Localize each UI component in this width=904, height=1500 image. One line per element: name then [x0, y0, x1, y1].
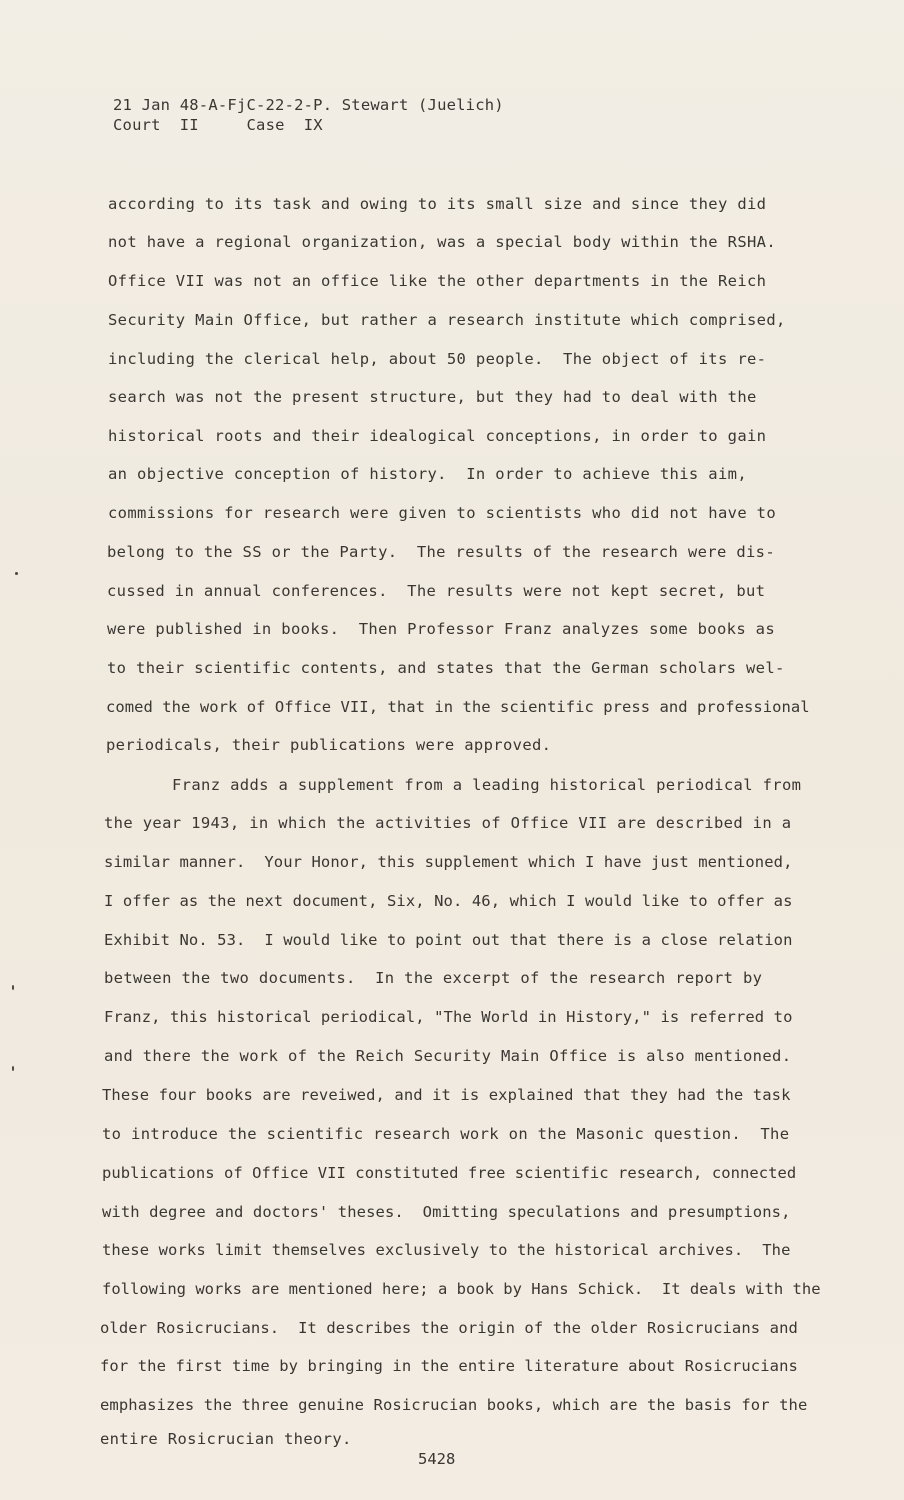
header-court-case-line	[113, 116, 323, 134]
text-line: These four books are reveiwed, and it is explained that they had the task	[102, 1086, 791, 1104]
text-line: according to its task and owing to its small size and since they did	[108, 195, 767, 213]
text-line: between the two documents. In the excerpt of the research report by	[104, 969, 763, 987]
court-value: II	[179, 116, 199, 134]
text-line: including the clerical help, about 50 people. The object of its re-	[108, 350, 767, 368]
text-line: belong to the SS or the Party. The results of the research were dis-	[107, 543, 776, 561]
text-line: Security Main Office, but rather a research institute which comprised,	[108, 311, 786, 329]
text-line: periodicals, their publications were approved.	[106, 736, 552, 754]
text-line: for the first time by bringing in the entire literature about Rosicrucians	[100, 1357, 798, 1375]
case-value: IX	[303, 116, 323, 134]
margin-mark	[12, 985, 14, 990]
text-line: and there the work of the Reich Security Main Office is also mentioned.	[104, 1047, 792, 1065]
text-line: Franz, this historical periodical, "The World in History," is referred to	[104, 1008, 793, 1026]
text-line: these works limit themselves exclusively to the historical archives. The	[102, 1241, 791, 1259]
margin-mark	[15, 572, 18, 575]
margin-mark	[12, 1066, 14, 1071]
text-line: emphasizes the three genuine Rosicrucian books, which are the basis for the	[100, 1396, 808, 1414]
text-line: were published in books. Then Professor Franz analyzes some books as	[107, 620, 776, 638]
text-line: the year 1943, in which the activities of Office VII are described in a	[104, 814, 792, 832]
text-line: comed the work of Office VII, that in the scientific press and professional	[106, 698, 810, 716]
text-line: with degree and doctors' theses. Omitting speculations and presumptions,	[102, 1203, 791, 1221]
text-line: commissions for research were given to scientists who did not have to	[108, 504, 777, 522]
text-line: Office VII was not an office like the other departments in the Reich	[108, 272, 767, 290]
text-line: not have a regional organization, was a special body within the RSHA.	[108, 233, 777, 251]
page-number: 5428	[418, 1450, 456, 1468]
text-line: older Rosicrucians. It describes the origin of the older Rosicrucians and	[100, 1319, 798, 1337]
text-line: publications of Office VII constituted free scientific research, connected	[102, 1164, 797, 1182]
text-line: Exhibit No. 53. I would like to point out that there is a close relation	[104, 931, 793, 949]
text-line: similar manner. Your Honor, this supplement which I have just mentioned,	[104, 853, 793, 871]
text-line: an objective conception of history. In order to achieve this aim,	[108, 465, 747, 483]
text-line: entire Rosicrucian theory.	[100, 1430, 352, 1448]
text-line: to their scientific contents, and states that the German scholars wel-	[107, 659, 785, 677]
court-label: Court	[113, 116, 161, 134]
case-label: Case	[246, 116, 285, 134]
text-line: historical roots and their idealogical conceptions, in order to gain	[108, 427, 767, 445]
text-line: search was not the present structure, but they had to deal with the	[108, 388, 757, 406]
text-line: following works are mentioned here; a book by Hans Schick. It deals with the	[102, 1280, 821, 1298]
text-line: cussed in annual conferences. The results were not kept secret, but	[107, 582, 766, 600]
text-line: Franz adds a supplement from a leading historical periodical from	[172, 776, 802, 794]
header-reference-line: 21 Jan 48-A-FjC-22-2-P. Stewart (Juelich)	[113, 96, 504, 114]
text-line: to introduce the scientific research work on the Masonic question. The	[102, 1125, 790, 1143]
text-line: I offer as the next document, Six, No. 46, which I would like to offer as	[104, 892, 793, 910]
